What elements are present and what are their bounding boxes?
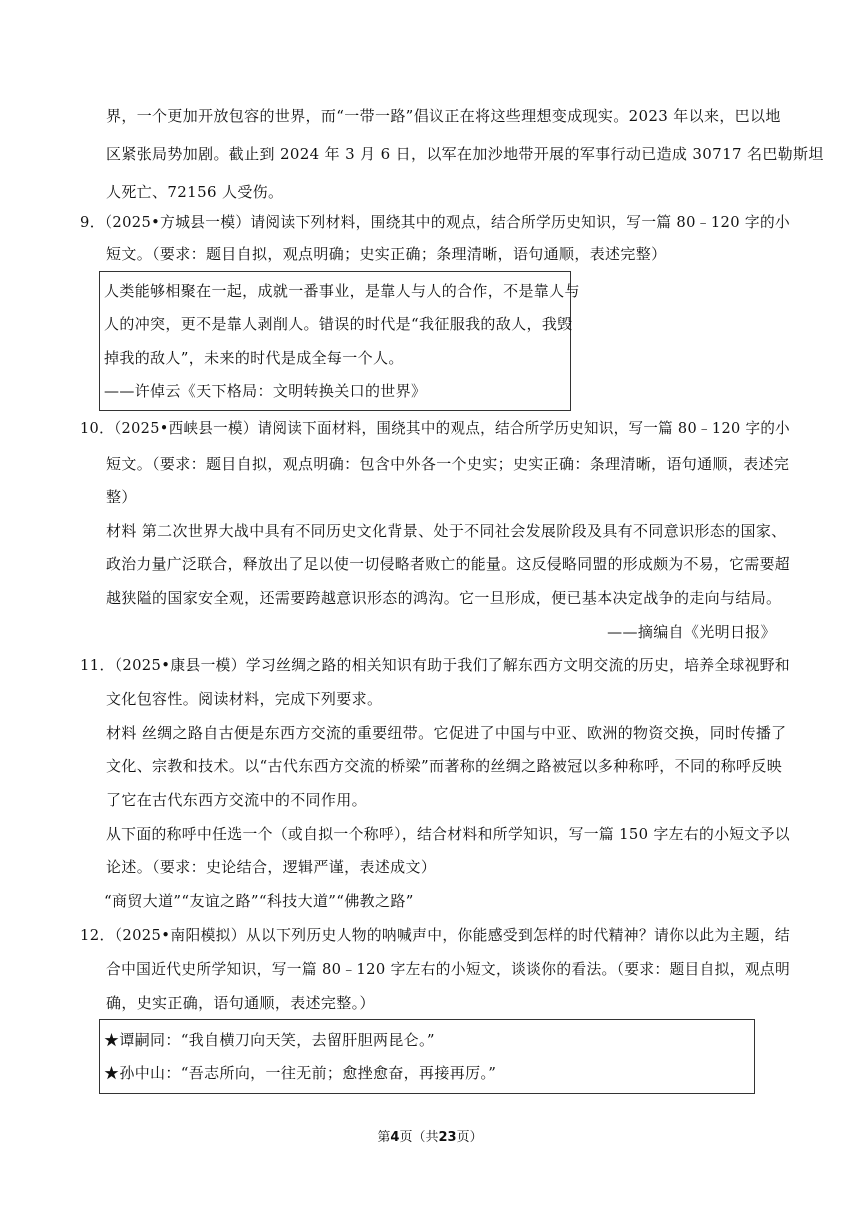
text-line: 界，一个更加开放包容的世界，而“一带一路”倡议正在将这些理想变成现实。2023 年以来，巴以地	[106, 107, 781, 125]
question-text-line: 12．（2025•南阳模拟）从以下列历史人物的呐喊声中，你能感受到怎样的时代精神？请你以此为主题，结	[80, 926, 791, 944]
question-text-line: 合中国近代史所学知识，写一篇 80﹣120 字左右的小短文，谈谈你的看法。（要求：题目自拟，观点明	[106, 960, 791, 978]
title-options: “商贸大道”“友谊之路”“科技大道”“佛教之路”	[104, 892, 414, 910]
question-text-line: 文化包容性。阅读材料，完成下列要求。	[106, 690, 383, 708]
page-footer	[0, 1128, 860, 1148]
material-line: 了它在古代东西方交流中的不同作用。	[106, 791, 367, 809]
material-source: ——摘编自《光明日报》	[607, 623, 776, 641]
question-text-line: 从下面的称呼中任选一个（或自拟一个称呼），结合材料和所学知识，写一篇 150 字左右的小短文予以	[106, 825, 790, 843]
question-text-line: 10．（2025•西峡县一模）请阅读下面材料，围绕其中的观点，结合所学历史知识，写一篇 80﹣120 字的小	[80, 419, 791, 437]
material-line: 文化、宗教和技术。以“古代东西方交流的桥梁”而著称的丝绸之路被冠以多种称呼，不同的称呼反映	[106, 757, 783, 775]
quote-line: 人的冲突，更不是靠人剥削人。错误的时代是“我征服我的敌人，我毁	[104, 315, 573, 333]
footer-total-pages: 23	[438, 1130, 457, 1145]
question-text-line: 9．（2025•方城县一模）请阅读下列材料，围绕其中的观点，结合所学历史知识，写一篇 80﹣120 字的小	[80, 213, 791, 231]
footer-prefix: 第	[377, 1130, 391, 1145]
material-line: 材料 第二次世界大战中具有不同历史文化背景、处于不同社会发展阶段及具有不同意识形态的国家、	[106, 522, 787, 540]
question-text-line: 整）	[106, 488, 137, 506]
footer-page-number: 4	[390, 1130, 400, 1145]
material-line: 政治力量广泛联合，释放出了足以使一切侵略者败亡的能量。这反侵略同盟的形成颇为不易，它需要超	[106, 555, 790, 573]
text-line: 人死亡、72156 人受伤。	[106, 183, 284, 201]
quote-line: ★谭嗣同：“我自横刀向天笑，去留肝胆两昆仑。”	[104, 1031, 435, 1049]
text-line: 区紧张局势加剧。截止到 2024 年 3 月 6 日，以军在加沙地带开展的军事行动已造成 30717 名巴勒斯坦	[106, 145, 824, 163]
material-line: 越狭隘的国家安全观，还需要跨越意识形态的鸿沟。它一旦形成，便已基本决定战争的走向与结局。	[106, 589, 782, 607]
quote-line: 人类能够相聚在一起，成就一番事业，是靠人与人的合作，不是靠人与	[104, 282, 580, 300]
quote-line: 掉我的敌人”，未来的时代是成全每一个人。	[104, 349, 404, 367]
quote-source: ——许倬云《天下格局：文明转换关口的世界》	[104, 382, 427, 400]
question-text-line: 短文。（要求：题目自拟，观点明确：包含中外各一个史实；史实正确：条理清晰，语句通顺，表述完	[106, 455, 790, 473]
material-line: 材料 丝绸之路自古便是东西方交流的重要纽带。它促进了中国与中亚、欧洲的物资交换，同时传播了	[106, 724, 787, 742]
quote-line: ★孙中山：“吾志所向，一往无前；愈挫愈奋，再接再厉。”	[104, 1064, 497, 1082]
footer-middle: 页（共	[399, 1130, 439, 1145]
footer-suffix: 页）	[456, 1130, 483, 1145]
question-text-line: 11．（2025•康县一模）学习丝绸之路的相关知识有助于我们了解东西方文明交流的历史，培养全球视野和	[80, 656, 791, 674]
question-text-line: 确，史实正确，语句通顺，表述完整。）	[106, 994, 375, 1012]
question-text-line: 短文。（要求：题目自拟，观点明确；史实正确；条理清晰，语句通顺，表述完整）	[106, 245, 667, 263]
question-text-line: 论述。（要求：史论结合，逻辑严谨，表述成文）	[106, 858, 437, 876]
